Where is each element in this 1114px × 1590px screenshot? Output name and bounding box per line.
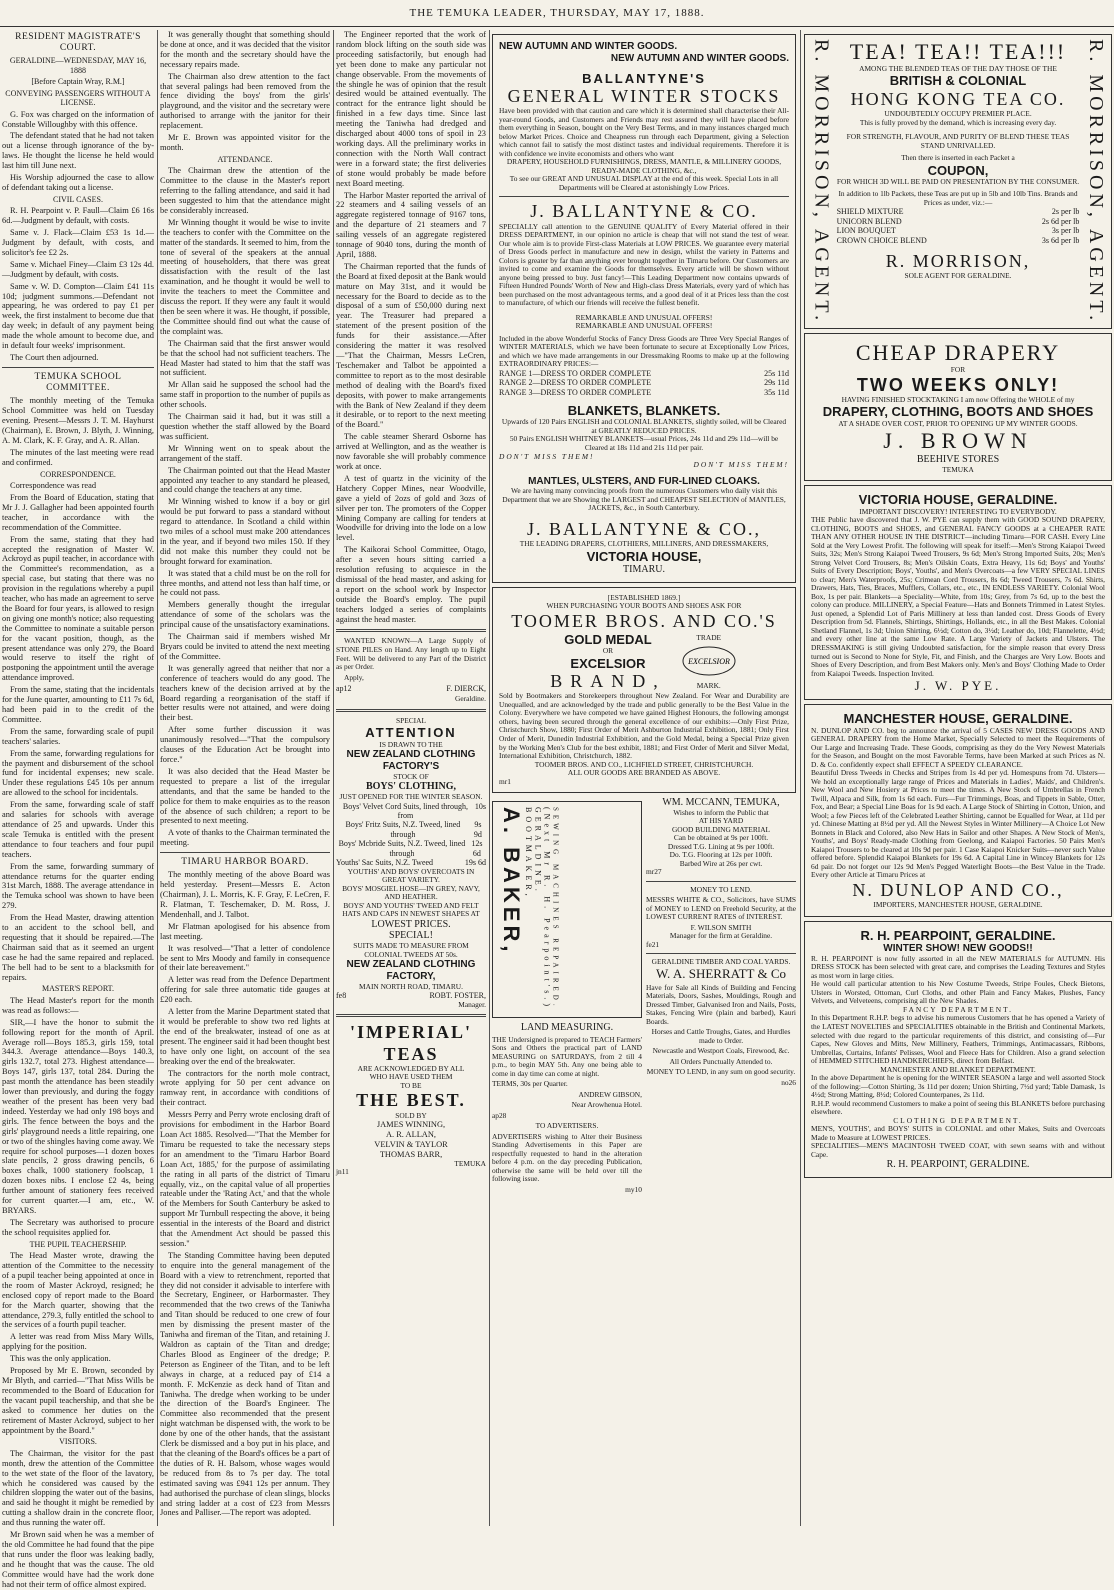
mccann-ad: WM. MCCANN, TEMUKA, Wishes to inform the Public that AT HIS YARD GOOD BUILDING MATERIAL Can be obtained at 9s per 100ft. Dressed T.G. Lining at 9s per 100ft. Do. T.G. Flooring at 12s per 100ft. Barbed Wire at 26s per cwt. mr27 <box>646 797 796 877</box>
article-paragraph: The cable steamer Sherard Osborne has arrived at Wellington, and as the weather is now favorable she will probably commence work at once. <box>336 432 486 471</box>
correspondence-paragraphs <box>2 481 154 982</box>
court-date: GERALDINE—WEDNESDAY, MAY 16, 1888 <box>9 56 147 75</box>
article-paragraph: Mr Brown said when he was a member of the old Committee he had found that the pipe that runs under the floor was leaking badly, and he thought that was the cause. The old Committee would have had the work done had not their term of office almost expired. <box>2 1530 154 1589</box>
school-title: TEMUKA SCHOOL COMMITTEE. <box>34 371 122 394</box>
harbor-title: TIMARU HARBOR BOARD. <box>181 857 309 868</box>
tea-ad: R. MORRISON, AGENT. TEA! TEA!! TEA!!! AMONG THE BLENDED TEAS OF THE DAY THOSE OF THE BRITISH & COLONIAL HONG KONG TEA CO. UNDOUBTEDLY OCCUPY PREMIER PLACE. This is fully proved by the demand, which is increasing every day. FOR STRENGTH, FLAVOUR, AND PURITY OF BLEND THESE TEAS STAND UNRIVALLED. Then there is inserted in each Packet a COUPON, FOR WHICH 3D WILL BE PAID ON PRESENTATION BY THE CONSUMER. In addition to 1lb Packets, these Teas are put up in 5lb and 10lb Tins. Brands and Prices as under, viz.:— SHIELD MIXTURE 2s per lb UNICORN BLEND 2s 6d per lb LION BOUQUET 3s per lb CROWN CHOICE BLEND 3s 6d per lb R. MORRISON, SOLE AGENT FOR GERALDINE. R. MORRISON, AGENT. <box>804 34 1112 329</box>
divider <box>160 852 330 853</box>
tea-side-label: R. MORRISON, AGENT. <box>1085 39 1107 325</box>
wanted-ad: WANTED KNOWN—A Large Supply of STONE PILES on Hand. Any length up to Eight Feet. Will be delivered to any Part of the District as per Order. Apply, ap12 F. DIERCK, Geraldine. <box>336 636 486 704</box>
article-paragraph: After some further discussion it was unanimously resolved—"That the compulsory clauses of the Education Act be brought into force." <box>160 725 330 764</box>
article-paragraph: His Worship adjourned the case to allow of defendant taking out a license. <box>2 173 154 192</box>
price-row-name: CROWN CHOICE BLEND <box>836 235 927 245</box>
court-title: RESIDENT MAGISTRATE'S COURT. <box>15 32 141 54</box>
imperial-sellers <box>336 1120 486 1160</box>
column-rule <box>800 30 801 1526</box>
nz-items <box>336 802 486 868</box>
price-row-name: LION BOUQUET <box>836 226 896 236</box>
price-row-name: RANGE 1—DRESS TO ORDER COMPLETE <box>499 368 652 378</box>
article-paragraph: The Secretary was authorised to procure the school requisites applied for. <box>2 1217 154 1237</box>
article-paragraph: Same v. Michael Finey—Claim £3 12s 4d.—Judgment by default, with costs. <box>2 259 154 279</box>
col2-paragraphs <box>160 30 330 153</box>
article-paragraph: The contractors for the north mole contract, wrote applying for 50 per cent advance on ramway rent, in accordance with conditions of their contract. <box>160 1068 330 1108</box>
article-paragraph: The Chairman said it had, but it was still a question whether the staff allowed by the Board was sufficient. <box>160 412 330 441</box>
toomer-ad: [ESTABLISHED 1869.] WHEN PURCHASING YOUR BOOTS AND SHOES ASK FOR TOOMER BROS. AND CO.'S GOLD MEDAL OR EXCELSIOR BRAND, TRADE EXCELSIOR MARK. Sold by Bootmakers and Storekeepers throughout New Zealand. For Wear and Durability are Unequalled, and are acknowledged by the trade and public generally to be the Best Value in the Colony. Everywhere we have competed we have gained Highest Honours, the following amongst others, having been secured through the general excellence of our exhibits:—Only First Prize, Christchurch Show, 1880; First Order of Merit Ashburton Industrial Exhibition, 1881; Only First Order of Merit, Dunedin Industrial Exhibition, and the Gold Medal, being a Special Prize given by the Working Men's Club for the best exhibit, 1881; and First Order of Merit and Silver Medal, International Exhibition, Christchurch, 1882. TOOMER BROS. AND CO., LICHFIELD STREET, CHRISTCHURCH. ALL OUR GOODS ARE BRANDED AS ABOVE. mr1 <box>492 587 796 793</box>
article-paragraph: The Chairman said if members wished Mr Bryars could be invited to attend the next meeting of the Committee. <box>160 632 330 661</box>
article-paragraph: A test of quartz in the vicinity of the Hatchery Copper Mines, near Woodville, gave a yield of 2ozs of gold and 3ozs of silver per ton. The promoters of the Copper Mining Company are calling for tenders at Woodville for driving into the lode on a low level. <box>336 473 486 543</box>
col3-paragraphs <box>336 30 486 624</box>
article-paragraph: A letter from the Marine Department stated that it would be preferable to show two red lights at the end of the breakwater, instead of one as at present. The engineer said it had been thought best to have only one light, on account of the sea breaking over the end of the breakwater. <box>160 1007 330 1066</box>
divider <box>336 629 486 632</box>
nz-clothing-ad: SPECIAL ATTENTION IS DRAWN TO THE NEW ZEALAND CLOTHING FACTORY'S STOCK OF BOYS' CLOTHING, JUST OPENED FOR THE WINTER SEASON. Boys' Velvet Cord Suits, lined through, from 10s Boys' Fritz Suits, N.Z. Tweed, lined through 9s 9d Boys' Mcbride Suits, N.Z. Tweed, lined through 12s 6d Youths' Sac Suits, N.Z. Tweed 19s 6d YOUTHS' AND BOYS' OVERCOATS IN GREAT VARIETY. BOYS' MOSGIEL HOSE—IN GREY, NAVY, AND HEATHER. BOYS' AND YOUTHS' TWEED AND FELT HATS AND CAPS IN NEWEST SHAPES AT LOWEST PRICES. SPECIAL! SUITS MADE TO MEASURE FROM COLONIAL TWEEDS AT 50s. NEW ZEALAND CLOTHING FACTORY, MAIN NORTH ROAD, TIMARU. fe8 ROBT. FOSTER, Manager. <box>336 715 486 1009</box>
manchester-house-ad: MANCHESTER HOUSE, GERALDINE. N. DUNLOP AND CO. beg to announce the arrival of 5 CASES NEW DRESS GOODS AND GENERAL DRAPERY from the Home Market, Specially Selected to meet the Requirements of Our Large and Increasing Trade. These Goods, comprising as they do the Very Newest Materials for the Season, and Bought on the most Favorable Terms, have been Marked at such Prices as N. D. & Co. confidently expect shall EFFECT A SPEEDY CLEARANCE. Beautiful Dress Tweeds in Checks and Stripes from 1s 4d per yd. Homespuns from 7d. Ulsters—We hold an exceptionally large range of Prices and Materials in Ladies', Maids', and Children's. New Wool and New Hosiery at Prices to meet the times. A New Stock of Umbrellas in French Twill, Alpaca and Silk, from 1s 6d each. Furs—Fur Trimmings, Boas, and Tippets in Sable, Otter, Fox, and Bear; a Special Line Boas for 1s 9d each. A Large Stock of Shirting in Cotton, Union, and Wool; a few Pieces left of the Celebrated Leather Shirting, cannot be Equalled for Wear, at 11d per yd. Chinese Matting at 8½d per yd. All the Newest Styles in Winter Millinery—A Choice Lot New Bonnets in Black and Colored, also New Hats in Sailor and other Shapes. A New Stock of Men's, Youths', and Boys' Ready-made Clothing from Geelong, and Kaiapoi Factories. 50 Pairs Men's Kaiapoi Trousers to be cleared at 10s 9d per pair. 1 Case Kaiapoi Knicker Suits—never such Value offered before. Splendid Kaiapoi Blankets for 19s 6d. A Capital Line in Wincey Blankets for 12s 6d pair. Do not forget our 12s 9d Men's Pegged Waterlight Boots—the Best Value in the Trade. Every other Article at Timaru Prices at N. DUNLOP AND CO., IMPORTERS, MANCHESTER HOUSE, GERALDINE. <box>804 704 1112 916</box>
article-paragraph: It was also decided that the Head Master be requested to prepare a list of the irregular attendants, and that the same be handed to the police for them to make enquiries as to the reason of the absence of such children; a report to be presented to next meeting. <box>160 766 330 826</box>
column-rule <box>157 30 158 1526</box>
price-row <box>499 369 789 378</box>
cheap-drapery-ad: CHEAP DRAPERY FOR TWO WEEKS ONLY! HAVING FINISHED STOCKTAKING I am now Offering the WHOLE of my DRAPERY, CLOTHING, BOOTS AND SHOES AT A SHADE OVER COST, PRIOR TO OPENING UP MY WINTER GOODS. J. BROWN BEEHIVE STORES TEMUKA <box>804 333 1112 481</box>
attendance-paragraphs <box>160 166 330 848</box>
dress-ranges <box>499 369 789 397</box>
article-paragraph: Members generally thought the irregular attendance of some of the scholars was the principal cause of the unsatisfactory examinations. <box>160 600 330 630</box>
article-paragraph: Messrs Perry and Perry wrote enclosing draft of provisions for embodiment in the Harbor Board Loan Act 1885. Resolved—"That the Member for Timaru be requested to take the necessary steps for an amendment to the 'Timaru Harbor Board Loan Act, 1885,' for the purpose of assimilating the rating in all parts of the district of Timaru equally, viz., on the capital value of all properties rateable under the 'Rating Act,' and that the whole of the Members for South Canterbury be asked to support Mr Turnbull respecting the above, it being essential in the interests of the Board and district that the Amendment Act should be passed this session." <box>160 1110 330 1248</box>
court-before: [Before Captain Wray, R.M.] <box>31 77 125 87</box>
list-item: Dressed T.G. Lining at 9s per 100ft. <box>667 841 775 851</box>
price-row-price: 9s 9d <box>473 820 482 839</box>
mccann-items <box>646 843 796 869</box>
price-row-name: RANGE 2—DRESS TO ORDER COMPLETE <box>499 378 652 388</box>
article-paragraph: From the same, forwarding scale of staff and salaries for schools with average attendance of 25 and upwards. Under this scale Temuka is entitled with the present attendance to four teachers and four pupil teachers. <box>2 800 154 859</box>
svg-text:EXCELSIOR: EXCELSIOR <box>687 656 730 666</box>
baker-ad: A. BAKER, BOOTMAKER, GERALDINE. (Next Mr R. H. Pearpoint's.) SEWING MACHINES REPAIRED. <box>492 801 642 1018</box>
visitors-paragraphs <box>2 1449 154 1590</box>
price-row-price: 2s 6d per lb <box>1041 216 1080 226</box>
article-paragraph: Mr Winning thought it would be wise to invite the teachers to confer with the Committee on the matter of the standards. It seemed to him, from the tone of several of the speakers at the annual meeting of householders, that there was great dissatisfaction with the result of the last examination, and he thought it would be well to invite the teachers to meet the Committee and discuss the report. If they were any fault it would then be seen where it was. He thought, if possible, the Committee should find out what the cause of the complaint was. <box>160 217 330 336</box>
article-paragraph: The Head Master wrote, drawing the attention of the Committee to the necessity of a pupil teacher being appointed at once in the room of Master Ackroyd, resigned; he enclosed copy of report made to the Board for the March quarter, showing that the attendance, 279.3, fully entitled the school to the services of a fourth pupil teacher. <box>2 1251 154 1330</box>
attendance-title: ATTENDANCE. <box>217 154 273 164</box>
ballantyne-ad: NEW AUTUMN AND WINTER GOODS. NEW AUTUMN AND WINTER GOODS. BALLANTYNE'S GENERAL WINTER STOCKS Have been provided with that caution and care which it is determined shall characterise their All-year-round Goods, and Customers and Friends may rest assured they will have placed before them everything in Season, bought on the Very Best Terms, and in many instances charged much below Market Prices. Choice and Cheapness run through each Department, giving a Selection which cannot fail to satisfy the most distinct tastes and individual requirements. Therefore it is with confidence we invite economists and others who want DRAPERY, HOUSEHOLD FURNISHINGS, DRESS, MANTLE, & MILLINERY GOODS, READY-MADE CLOTHING, &c., To see our GREAT AND UNUSUAL DISPLAY at the end of this week. Special Lots in all Departments will be Cleared at astonishingly Low Prices. J. BALLANTYNE & CO. SPECIALLY call attention to the GENUINE QUALITY of Every Material offered in their DRESS DEPARTMENT, in our opinion no article is cheap that will not stand the test of wear. Our whole aim is to provide First-class Materials at LOW PRICES. We guarantee every material of Dress Goods perfect in manufacture and new in design, whilst the variety in Patterns and Colors is greater by far than anything ever brought together in Timaru before. Our Customers are invited to come and examine the Goods for themselves. Every article will be shown without anyone being pressed to buy. Just fancy!—This Leading Department now contains upwards of Fifteen Hundred Pounds' Worth of New and High-class Dress Materials, every yard of which has been purchased on the most advantageous terms, and a good deal of it at Prices less than the cost to manufacture, of which our friends will receive the fullest benefit. REMARKABLE AND UNUSUAL OFFERS! REMARKABLE AND UNUSUAL OFFERS! Included in the above Wonderful Stocks of Fancy Dress Goods are Three Very Special Ranges of WINTER MATERIALS, which we have been fortunate to secure at Exceptionally Low Prices, and which we have made arrangements in our Dressmaking Rooms to make up at the following EXTRAORDINARY PRICES:— RANGE 1—DRESS TO ORDER COMPLETE 25s 11d RANGE 2—DRESS TO ORDER COMPLETE 29s 11d RANGE 3—DRESS TO ORDER COMPLETE 35s 11d BLANKETS, BLANKETS. Upwards of 120 Pairs ENGLISH and COLONIAL BLANKETS, slightly soiled, will be Cleared at GREATLY REDUCED PRICES. 50 Pairs ENGLISH WHITNEY BLANKETS—usual Prices, 24s 11d and 29s 11d—will be Cleared at 18s 11d and 21s 11d per pair. DON'T MISS THEM! DON'T MISS THEM! MANTLES, ULSTERS, AND FUR-LINED CLOAKS. We are having many convincing proofs from the numerous Customers who daily visit this Department that we are Showing the LARGEST and CHEAPEST SELECTION of MANTLES, JACKETS, &c., in South Canterbury. J. BALLANTYNE & CO., THE LEADING DRAPERS, CLOTHIERS, MILLINERS, AND DRESSMAKERS, VICTORIA HOUSE, TIMARU. <box>492 34 796 583</box>
article-paragraph: The defendant stated that he had not taken out a license through ignorance of the by-laws. He thought the license he held would last him till June next. <box>2 131 154 171</box>
price-row-name: Youths' Sac Suits, N.Z. Tweed <box>336 858 434 868</box>
price-row-price: 12s 6d <box>471 839 483 858</box>
article-paragraph: The Harbor Master reported the arrival of 22 steamers and 4 sailing vessels of an aggregate registered tonnage of 9167 tons, and the departure of 21 steamers and 7 sailing vessels of an aggregate registered tonnage of 9040 tons, during the month of April, 1888. <box>336 190 486 259</box>
price-row <box>336 820 486 839</box>
court-subheading: CONVEYING PASSENGERS WITHOUT A LICENSE. <box>5 88 151 108</box>
advertisers-notice: TO ADVERTISERS. ADVERTISERS wishing to Alter their Business Standing Advertisements in this Paper are respectfully requested to hand in the alteration before 4 p.m. on the day preceding Publication, otherwise the same will be held over till the following issue. my10 <box>492 1121 642 1194</box>
column-1 <box>2 30 154 1589</box>
sherratt-ad: GERALDINE TIMBER AND COAL YARDS. W. A. SHERRATT & Co Have for Sale all Kinds of Building and Fencing Materials, Doors, Sashes, Mouldings, Rough and Dressed Timber, Galvanised Iron and Nails, Posts, Stakes, Fencing Wire (plain and barbed), Kauri Boards. Horses and Cattle Troughs, Gates, and Hurdles made to Order. Newcastle and Westport Coals, Firewood, &c. All Orders Punctually Attended to. MONEY TO LEND, in any sum on good security. no26 <box>646 957 796 1087</box>
article-paragraph: It was resolved—"That a letter of condolence be sent to Mrs Moody and family in consequence of their late bereavement." <box>160 943 330 973</box>
article-paragraph: This was the only application. <box>10 1354 111 1364</box>
price-row-price: 3s per lb <box>1051 226 1080 236</box>
article-paragraph: The Head Master's report for the month was read as follows:— <box>2 995 154 1015</box>
pearpoint-ad: R. H. PEARPOINT, GERALDINE. WINTER SHOW! NEW GOODS!! R. H. PEARPOINT is now fully assorted in all the NEW MATERIALS for AUTUMN. His DRESS STOCK has been selected with great care, and comprises the Leading Textures and Styles as most worn in large cities. He would call particular attention to his New Costume Tweeds, Stripe Foules, Check Bietons, Ulsters in Worsted, Ottoman, Curl Cloths, and other Plain and Fancy Makes, Plushes, Fancy Velvets, and Velveteens, comprising all the New Shades. FANCY DEPARTMENT. In this Department R.H.P. begs to advise his numerous Customers that he has opened a Variety of the LATEST NOVELTIES and SPECIALITIES obtainable in the British and Continental Markets, selected with due regard to the particular requirements of this district, and consisting of—Fur Capes, New Gloves and Mitts, New Millinery, Feathers, Trimmings, Antimacassars, Ribbons, Umbrellas, Curtains, Infants' Pelisses, Wool and Fleece Hats for Children. Also a grand selection of HEMMED STITCHED HANDKERCHIEFS, direct from Belfast. MANCHESTER AND BLANKET DEPARTMENT. In the above Department he is opening for the WINTER SEASON a large and well assorted Stock of the following:—Cotton Shirting, 3s 11d per dozen; Union Shirting, 7½d yard; Table Damask, 1s 4½d; Strong Matting, 8½d; Colored Counterpanes, 2s 11d. R.H.P. would recommend Customers to make a point of seeing this BLANKETS before purchasing elsewhere. CLOTHING DEPARTMENT. MEN'S, YOUTHS', and BOYS' SUITS in COLONIAL and other Makes, Suits and Overcoats Made to Measure at LOWEST PRICES. SPECIALITIES—MEN'S MACINTOSH TWEED COAT, with sewn seams with and without Cape. R. H. PEARPOINT, GERALDINE. <box>804 921 1112 1178</box>
price-row <box>837 217 1080 226</box>
tea-side-label: R. MORRISON, AGENT. <box>810 39 833 325</box>
land-measuring-ad: LAND MEASURING. THE Undersigned is prepared to TEACH Farmers' Sons and Others the practical part of LAND MEASURING on SATURDAYS, from 2 till 4 p.m., to begin MAY 5th. Any one being able to come in day time can come at night. TERMS, 30s per Quarter. ANDREW GIBSON, Near Arowhenua Hotel. ap28 <box>492 1022 642 1120</box>
article-paragraph: Mr E. Brown was appointed visitor for the month. <box>160 133 330 152</box>
article-paragraph: A vote of thanks to the Chairman terminated the meeting. <box>160 828 330 848</box>
article-paragraph: From the same, forwarding regulations for the payment and disbursement of the school fund for incidental expenses; new scale. Under these regulations £45 10s per annum are allowed to the school for incidentals. <box>2 748 154 798</box>
article-paragraph: Proposed by Mr E. Brown, seconded by Mr Blyth, and carried—"That Miss Wills be recommended to the Board of Education for the vacant pupil teachership, and that she be asked to commence her duties on the retirement of Master Ackroyd, subject to her appointment by the Board." <box>2 1366 154 1435</box>
price-row-name: Boys' Fritz Suits, N.Z. Tweed, lined through <box>345 820 461 839</box>
article-paragraph: The Chairman pointed out that the Head Master appointed any teacher to any standard he pleased, and could change the teachers at any time. <box>160 465 330 495</box>
court-paragraphs <box>2 110 154 193</box>
column-3 <box>336 30 486 1526</box>
article-paragraph: Mr Allan said he supposed the school had the same staff in proportion to the number of pupils as other schools. <box>160 380 330 410</box>
article-paragraph: SIR,—I have the honor to submit the following report for the month of April. Average roll—Boys 185.3, girls 159, total 344.3. Average attendance—Boys 140.3, girls 132.7, total 273. Highest attendance—Boys 147, girls 137, total 284. During the past month the attendance has been steadily lower than previously, and during the foggy weather of the present has been very bad indeed. Yesterday we had only 198 boys and girls. The fence between the boys and the girls' playground needs a little repairing, one or two of the shingles having come away. We require for school purposes—1 dozen boxes slate pencils, 2 gross drawing pencils, 6 boxes chalk, 1000 stationery foolscap, 1 dozen boxes nibs. I enclose £2 4s, being further amount of stationery fees received for current quarter.—I am, etc., W. BRYARS. <box>2 1017 154 1215</box>
article-paragraph: A letter was read from Miss Mary Wills, applying for the position. <box>2 1332 154 1352</box>
article-paragraph: Mr Flatman apologised for his absence from last meeting. <box>160 921 330 941</box>
column-5 <box>804 30 1112 1526</box>
article-paragraph: The Chairman also drew attention to the fact that several palings had been removed from the fence dividing the boys' from the girls' playground, and the visitor and the secretary were authorised to arrange with the janitor for their replacement. <box>160 71 330 131</box>
pupil-paragraphs <box>2 1251 154 1435</box>
article-paragraph: From the Board of Education, stating that Mr J. J. Gallagher had been appointed fourth teacher, in accordance with the recommendation of the Committee. <box>2 492 154 532</box>
price-row-price: 19s 6d <box>464 858 486 868</box>
price-row-price: 3s 6d per lb <box>1041 235 1080 245</box>
list-item: A. R. ALLAN, <box>385 1130 437 1140</box>
price-row <box>837 236 1080 245</box>
imperial-teas-ad: 'IMPERIAL' TEAS ARE ACKNOWLEDGED BY ALL WHO HAVE USED THEM TO BE THE BEST. SOLD BY JAMES WINNING, A. R. ALLAN, VELVIN & TAYLOR THOMAS BARR, TEMUKA jn11 <box>336 1022 486 1177</box>
price-row-name: SHIELD MIXTURE <box>836 207 904 217</box>
price-row-name: RANGE 3—DRESS TO ORDER COMPLETE <box>499 387 652 397</box>
article-paragraph: The Kaikorai School Committee, Otago, after a seven hours sitting carried a resolution refusing to acquiesce in the dismissal of the head master, and asking for a report on the school work by Inspector outside the Board's employ. The pupil teachers lodged a series of complaints against the head master. <box>336 545 486 624</box>
visitors-title: VISITORS. <box>59 1437 97 1447</box>
list-item: Barbed Wire at 26s per cwt. <box>679 858 763 868</box>
price-row-price: 25s 11d <box>764 368 789 378</box>
price-row-name: Boys' Mcbride Suits, N.Z. Tweed, lined through <box>338 839 466 858</box>
article-paragraph: The Chairman drew the attention of the Committee to the clause in the Master's report referring to the falling attendance, and said it had been suggested to him that the attendance might be considerably increased. <box>160 166 330 215</box>
divider <box>336 1014 486 1017</box>
civil-paragraphs <box>2 206 154 363</box>
article-paragraph: Same v. W. D. Compton—Claim £41 11s 10d; judgment summons.—Defendant not appearing, he was ordered to pay £1 per week, the first instalment to become due that day week; in default of any payment being made the whole amount to become due, and in default four weeks' imprisonment. <box>2 281 154 351</box>
article-paragraph: From the same, stating that the incidentals for the June quarter, amounting to £11 7s 6d, had been paid in to the credit of the Committee. <box>2 685 154 724</box>
price-row <box>837 207 1080 216</box>
article-paragraph: From the Head Master, drawing attention to an accident to the school bell, and requesting that it should be repaired.—The Chairman said that as it seemed an urgent case he had the same repaired and replaced. The bell had to be sent to a blacksmith for repairs. <box>2 913 154 982</box>
column-4 <box>492 30 796 1526</box>
excelsior-badge-icon <box>680 643 738 679</box>
article-paragraph: From the same, forwarding summary of attendance returns for the quarter ending 31st March, 1888. The average attendance in the Temuka school was shown to have been 279. <box>2 861 154 911</box>
price-row-price: 35s 11d <box>764 387 789 397</box>
price-row-price: 29s 11d <box>764 378 789 388</box>
article-paragraph: From the same, forwarding scale of pupil teachers' salaries. <box>2 726 154 746</box>
victoria-house-ad: VICTORIA HOUSE, GERALDINE. IMPORTANT DISCOVERY! INTERESTING TO EVERYBODY. THE Public have discovered that J. W. PYE can supply them with GOOD SOUND DRAPERY, CLOTHING, BOOTS and SHOES, and GENERAL FANCY GOODS at a CHEAPER RATE THAN ANY OTHER HOUSE IN THE DISTRICT—including Timaru—FOR CASH. Every Line Sold at the Very Lowest Profit. The following will speak for itself:—Men's Strong Kaiapoi Tweed Suits, 32s; Men's Strong Kaiapoi Tweed Trousers, 9s 6d; Men's Strong Imported Suits, 20s; Men's Strong Velvet Cord Trousers, 8s; Men's Oilskin Coats, Extra Heavy, 11s 6d; Boys' and Youths' Suits of Every Description; Boys', Youths', and Men's Overcoats—a few VERY SPECIAL LINES to clear; Men's Waterproofs, 25s; Crimean Cord Trousers, 8s 6d; Tweed Trousers, 7s 6d. Shirts, Drawers, Hats, Ties, Braces, Mufflers, Collars, etc., etc., IN ENDLESS VARIETY. Colonial Wool Box, 1s per pair. Blankets—a Speciality—White, from 10s; Grey, from 7s 6d, up to the best the colony can produce. MILLINERY, a Special Feature—Hats and Bonnets Trimmed in Latest Styles. Just opened, a Splendid Lot of Paris Millinery at less than landed cost. Dress Goods of Every Description from 5d. Flannels, Shirtings, Shirtings, Hollands, etc., in all the Best Makes. Colonial Shetland Flannel, 1s 3d; Union Shirting, 6½d; Cotton do, 3½d; Leather do, 10d; Flannelette, 4½d; and every other line at the same Low Rate. A Large Variety of Jackets and Ulsters. The DRESSMAKING is still giving Undoubted satisfaction, for the simple reason that every Dress turned out is Second to None for Style, Fit, and Finish, and the Charges are Very Low. Boots and Shoes of Every Description, and from Best Makers only. Men's and Boys' Clothing Made to Order from Kaiapoi Tweeds. Inspection Invited. J. W. PYE. <box>804 485 1112 700</box>
article-paragraph: It was generally agreed that neither that nor a conference of teachers would do any good. The teachers knew of the decision arrived at by the Board regarding a reorganisation of the staff if better results were not attained, and were doing their best. <box>160 663 330 723</box>
small-ads-row <box>492 797 796 1196</box>
article-paragraph: From the same, stating that they had accepted the resignation of Master W. Ackroyd as pupil teacher, in accordance with the Committee's recommendation, as a special case, but stating that there was no provision in the regulations whereby a pupil teacher, who has made an agreement to serve the Board for four years, is allowed to resign on giving one month's notice; also requesting the Committee to nominate a suitable person for the vacant position, though, as the present attendance was only 279, the Board would reserve to itself the right of postponing the appointment until the average attendance improved. <box>2 534 154 683</box>
article-paragraph: The monthly meeting of the above Board was held yesterday. Present—Messrs E. Acton (Chairman), J. L. Morris, K. F. Gray, F. LeCren, F. R. Flatman, T. Teschemaker, D. M. Ross, J. Mendenhall, and J. Talbot. <box>160 870 330 919</box>
list-item: THOMAS BARR, <box>379 1149 443 1159</box>
article-paragraph: The Chairman said that the first answer would be that the school had not sufficient teachers. The Head Master had stated to him that the staff was not sufficient. <box>160 338 330 378</box>
article-paragraph: The Standing Committee having been deputed to enquire into the general management of the Board with a view to retrenchment, reported that they did not consider it advisable to interfere with the Secretary, Engineer, or Harbormaster. They recommended that the two crews of the Taniwha and Titan should be reduced to one crew of four men by dismissing the present master of the Taniwha and fireman of the Titan, and retaining J. Waldron as captain of the Titan and dredge; Charles Blood as Engineer of the dredge; P. Peterson as Engineer of the Titan, and to be left always in charge, at a reduced pay of £14 a month. F. McKenzie as deck hand of Titan and Taniwha. The dredge when working to be under the direction of the Board's Engineer. The Committee also recommended that the present night watchman be dispensed with, the work to be done by one of the other hands, that the assistant Clerk be dismissed and a boy put in his place, and that the cleaning of the Board's offices be a part of the duties of R. H. Balsom, whose wages would be reduced from 8s to 7s per day. The total estimated saving was £941 12s per annum. They had authorised the purchase of clean slings, blocks and string ladder at a cost of £23 from Messrs Jones and Palliser.—The report was adopted. <box>160 1250 330 1518</box>
article-paragraph: The Engineer reported that the work of random block lifting on the south side was proceeding satisfactorily, but enough had yet been done to make any particular not change observable. From the movements of the shingle he was of opinion that the result desired would be attained eventually. The contract for the entrance light should be finished in a few days time. Since last meeting the Taniwha had dredged and discharged about 4000 tons of spoil in 23 working days. All the preliminary works in connection with the North Wall contract were in a forward state; the first deliveries of stone would probably be made before next Board meeting. <box>336 30 486 188</box>
article-paragraph: Mr Winning wished to know if a boy or girl would be put forward to pass a standard without regard to attendance. In Scotland a child within two miles of a school must make 200 attendances in the year, and if beyond two miles 150. If they did not make this number they could not be brought forward for examination. <box>160 497 330 566</box>
price-row-name: UNICORN BLEND <box>836 216 902 226</box>
civil-title: CIVIL CASES. <box>53 194 103 204</box>
column-2 <box>160 30 330 1526</box>
price-row-name: Boys' Velvet Cord Suits, lined through, from <box>342 801 468 820</box>
money-to-lend-ad: MONEY TO LEND. MESSRS WHITE & CO., Solicitors, have SUMS of MONEY to LEND on Freehold Security, at the LOWEST CURRENT RATES of INTEREST. F. WILSON SMITH Manager for the firm at Geraldine. fe21 <box>646 884 796 949</box>
list-item: Do. T.G. Flooring at 12s per 100ft. <box>669 850 773 860</box>
price-row <box>336 802 486 821</box>
article-paragraph: The Chairman, the visitor for the past month, drew the attention of the Committee to the wet state of the floor of the lavatory, which he considered was caused by the children slopping the water out of the basins, and said he thought it might be remedied by cutting a shallow drain in the concrete floor, and thus running the water off. <box>2 1448 154 1528</box>
article-paragraph: The minutes of the last meeting were read and confirmed. <box>2 447 154 467</box>
column-rule <box>489 30 490 1526</box>
article-paragraph: G. Fox was charged on the information of Constable Willoughby with this offence. <box>2 109 154 129</box>
list-item: JAMES WINNING, <box>376 1120 446 1130</box>
school-paragraphs <box>2 396 154 467</box>
masthead: THE TEMUKA LEADER, THURSDAY, MAY 17, 1888. <box>0 0 1114 27</box>
article-paragraph: It was generally thought that something should be done at once, and it was decided that the visitor for the month and the secretary should have the necessary repairs made. <box>160 30 330 69</box>
harbor-paragraphs <box>160 870 330 1518</box>
tea-brands <box>837 207 1080 245</box>
price-row <box>499 388 789 397</box>
price-row-price: 10s <box>474 801 486 811</box>
article-paragraph: It was stated that a child must be on the roll for three months, and attend not less than half time, or he could not pass. <box>160 568 330 598</box>
article-paragraph: Correspondence was read <box>10 481 97 491</box>
article-paragraph: The monthly meeting of the Temuka School Committee was held on Tuesday evening. Present—Messrs J. T. M. Hayhurst (Chairman), E. Brown, J. Blyth, J. Winning, A. M. Clark, K. F. Gray, and A. R. Allan. <box>2 396 154 445</box>
price-row <box>499 378 789 387</box>
article-paragraph: A letter was read from the Defence Department offering for sale three automatic tide gauges at £20 each. <box>160 975 330 1005</box>
price-row-price: 2s per lb <box>1051 207 1080 217</box>
master-report-title: MASTER'S REPORT. <box>42 984 114 994</box>
article-paragraph: The Court then adjourned. <box>10 352 99 362</box>
article-paragraph: Mr Winning went on to speak about the arrangement of the staff. <box>160 443 330 463</box>
article-paragraph: R. H. Pearpoint v. P. Faull—Claim £6 16s 6d.—Judgment by default, with costs. <box>2 206 154 226</box>
divider <box>336 709 486 712</box>
article-paragraph: The Chairman reported that the funds of the Board at fixed deposit at the Bank would mature on May 31st, and it would be necessary for the Board to decide as to the disposal of a sum of £50,000 during next year. The Treasurer had prepared a statement of the present position of the funds for their assistance.—After considering the matter it was resolved—"That the Chairman, Messrs LeCren, Teschemaker and Talbot be appointed a committee to report as to the most desirable method of dealing with the Board's fixed deposits, with power to make arrangements with the Bank of New Zealand if they deem it desirable, or to report to the next meeting of the Board." <box>336 261 486 430</box>
correspondence-title: CORRESPONDENCE. <box>40 469 116 479</box>
pupil-teachership-title: THE PUPIL TEACHERSHIP. <box>29 1239 127 1249</box>
article-paragraph: Same v. J. Flack—Claim £53 1s 1d.—Judgment by default, with costs, and solicitor's fee £2 2s. <box>2 228 154 257</box>
column-rule <box>333 30 334 1526</box>
price-row <box>837 226 1080 235</box>
master-report-paragraphs <box>2 996 154 1238</box>
price-row <box>336 839 486 858</box>
list-item: VELVIN & TAYLOR <box>374 1139 448 1149</box>
divider <box>2 367 154 368</box>
